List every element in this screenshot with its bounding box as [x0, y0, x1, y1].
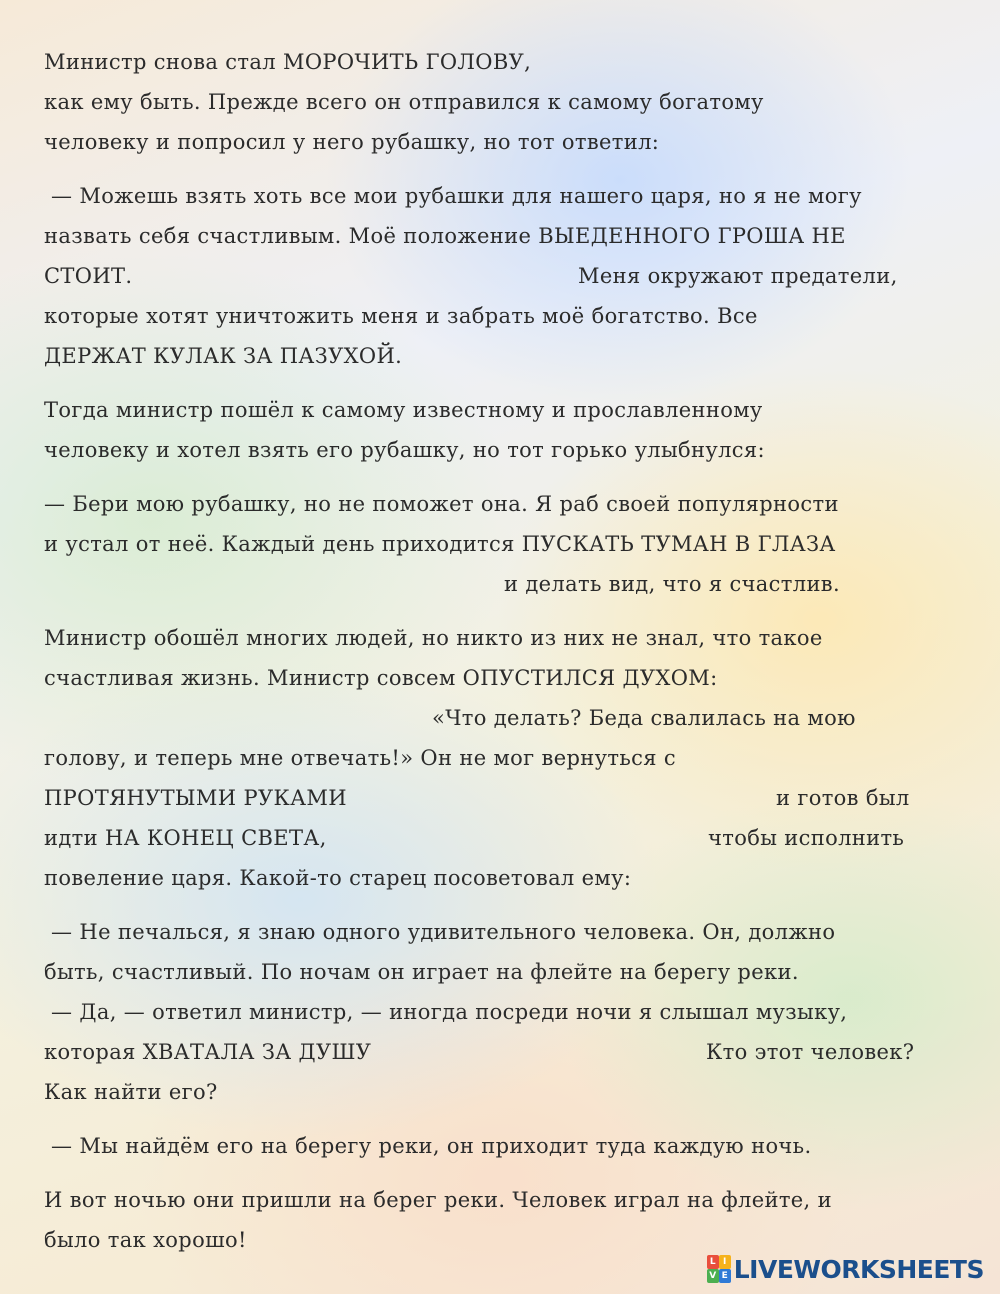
- text-line: Министр обошёл многих людей, но никто из них не знал, что такое: [44, 626, 823, 650]
- text-line: — Не печалься, я знаю одного удивительного человека. Он, должно: [44, 920, 836, 944]
- text-line: — Можешь взять хоть все мои рубашки для нашего царя, но я не могу: [44, 184, 862, 208]
- text-line: и устал от неё. Каждый день приходится ПУСКАТЬ ТУМАН В ГЛАЗА: [44, 532, 836, 556]
- liveworksheets-logo: [707, 1254, 984, 1284]
- text-line: «Что делать? Беда свалилась на мою: [432, 706, 856, 730]
- text-line: Тогда министр пошёл к самому известному и прославленному: [44, 398, 763, 422]
- logo-text: LIVEWORKSHEETS: [733, 1254, 984, 1284]
- text-line: Кто этот человек?: [706, 1040, 915, 1064]
- text-line: идти НА КОНЕЦ СВЕТА,: [44, 826, 327, 850]
- text-line: — Бери мою рубашку, но не поможет она. Я раб своей популярности: [44, 492, 839, 516]
- text-line: человеку и попросил у него рубашку, но тот ответил:: [44, 130, 660, 154]
- text-line: ДЕРЖАТ КУЛАК ЗА ПАЗУХОЙ.: [44, 344, 403, 368]
- text-line: и делать вид, что я счастлив.: [504, 572, 840, 596]
- text-line: быть, счастливый. По ночам он играет на флейте на берегу реки.: [44, 960, 799, 984]
- logo-badge-letter: L: [707, 1255, 719, 1269]
- text-line: голову, и теперь мне отвечать!» Он не мог вернуться с: [44, 746, 676, 770]
- text-line: ПРОТЯНУТЫМИ РУКАМИ: [44, 786, 347, 810]
- logo-badge-letter: V: [707, 1269, 719, 1283]
- text-line: которая ХВАТАЛА ЗА ДУШУ: [44, 1040, 372, 1064]
- text-line: Меня окружают предатели,: [578, 264, 898, 288]
- text-line: было так хорошо!: [44, 1228, 247, 1252]
- text-line: Министр снова стал МОРОЧИТЬ ГОЛОВУ,: [44, 50, 532, 74]
- logo-badge-icon: [707, 1255, 731, 1283]
- text-line: И вот ночью они пришли на берег реки. Человек играл на флейте, и: [44, 1188, 832, 1212]
- text-line: СТОИТ.: [44, 264, 133, 288]
- logo-badge-letter: I: [719, 1255, 731, 1269]
- text-line: которые хотят уничтожить меня и забрать моё богатство. Все: [44, 304, 758, 328]
- text-line: человеку и хотел взять его рубашку, но тот горько улыбнулся:: [44, 438, 765, 462]
- text-line: как ему быть. Прежде всего он отправился к самому богатому: [44, 90, 764, 114]
- text-line: — Мы найдём его на берегу реки, он приходит туда каждую ночь.: [44, 1134, 812, 1158]
- text-line: назвать себя счастливым. Моё положение ВЫЕДЕННОГО ГРОША НЕ: [44, 224, 846, 248]
- text-line: — Да, — ответил министр, — иногда посреди ночи я слышал музыку,: [44, 1000, 848, 1024]
- logo-badge-letter: E: [719, 1269, 731, 1283]
- text-line: Как найти его?: [44, 1080, 218, 1104]
- text-line: и готов был: [776, 786, 910, 810]
- text-line: счастливая жизнь. Министр совсем ОПУСТИЛСЯ ДУХОМ:: [44, 666, 718, 690]
- text-line: повеление царя. Какой-то старец посоветовал ему:: [44, 866, 632, 890]
- text-line: чтобы исполнить: [708, 826, 905, 850]
